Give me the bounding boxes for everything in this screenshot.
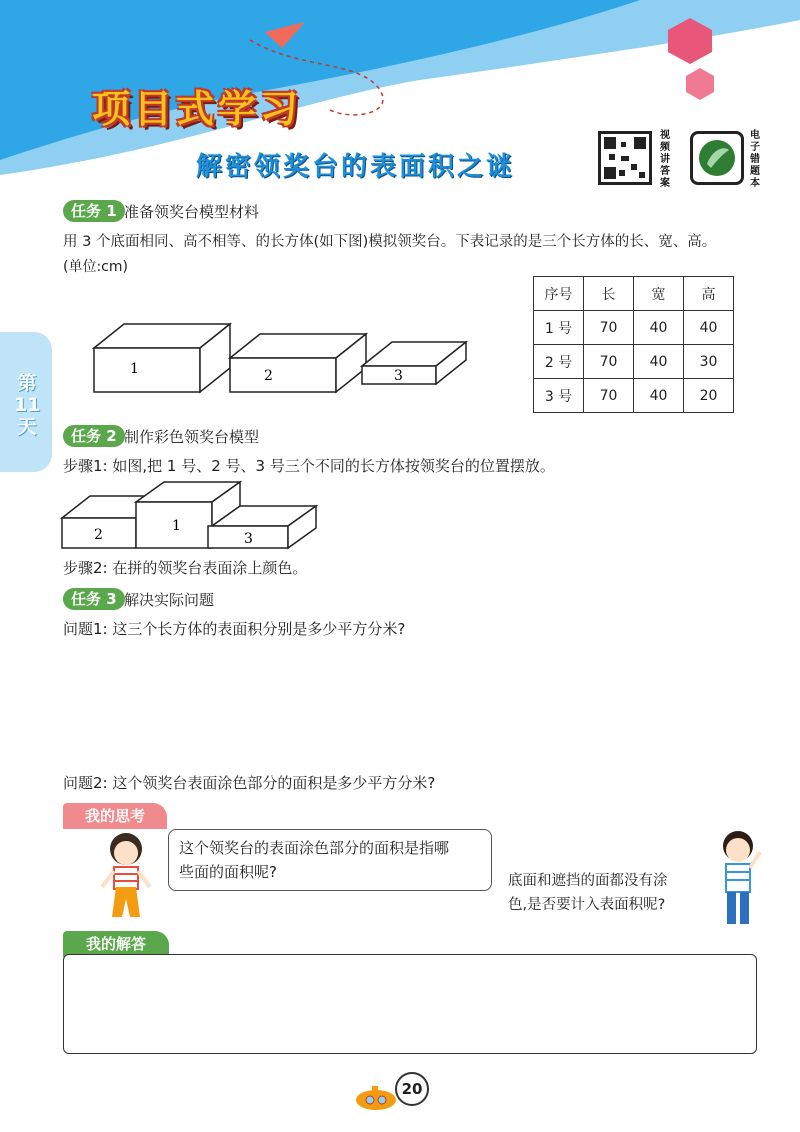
box-label-3: 3 — [394, 368, 403, 384]
leaf-qr-icon — [693, 134, 741, 182]
podium-label-3: 3 — [244, 531, 253, 547]
task3-badge: 任务 3 — [63, 588, 125, 610]
table-cell: 3 号 — [534, 379, 584, 413]
boy-speech — [508, 869, 668, 917]
girl-line-2: 些面的面积呢? — [179, 863, 277, 881]
boy-line-1: 底面和遮挡的面都没有涂 — [508, 873, 668, 889]
answer-tag: 我的解答 — [63, 931, 169, 957]
task3-title: 解决实际问题 — [124, 591, 215, 609]
table-cell: 2 号 — [534, 345, 584, 379]
table-header-row — [534, 277, 734, 311]
podium-label-2: 2 — [94, 527, 103, 543]
qr-code-video[interactable] — [598, 131, 652, 185]
table-cell: 20 — [684, 379, 734, 413]
task1-badge: 任务 1 — [63, 200, 125, 222]
table-cell: 1 号 — [534, 311, 584, 345]
boy-character-icon — [712, 826, 768, 930]
girl-line-1: 这个领奖台的表面涂色部分的面积是指哪 — [179, 839, 450, 857]
task2-step2: 步骤2: 在拼的领奖台表面涂上颜色。 — [63, 559, 308, 577]
answer-box[interactable] — [63, 954, 757, 1054]
boy-line-2: 色,是否要计入表面积呢? — [508, 897, 666, 913]
table-header: 序号 — [534, 277, 584, 311]
task1-unit: (单位:cm) — [63, 259, 128, 275]
cuboid-figures — [90, 318, 480, 398]
task2-step1: 步骤1: 如图,把 1 号、2 号、3 号三个不同的长方体按领奖台的位置摆放。 — [63, 457, 555, 475]
table-cell: 70 — [584, 311, 634, 345]
dimension-table — [533, 276, 734, 413]
podium-figure — [60, 480, 330, 552]
table-cell: 40 — [634, 379, 684, 413]
question-1: 问题1: 这三个长方体的表面积分别是多少平方分米? — [63, 620, 406, 638]
thinking-tag: 我的思考 — [63, 803, 167, 829]
page-number: 20 — [395, 1072, 429, 1106]
box-label-1: 1 — [130, 361, 139, 377]
submarine-icon — [352, 1078, 402, 1114]
table-cell: 40 — [634, 345, 684, 379]
day-side-tab — [0, 332, 52, 472]
qr-icon — [601, 134, 649, 182]
qr-code-mistakes[interactable] — [690, 131, 744, 185]
table-cell: 40 — [684, 311, 734, 345]
task2-badge: 任务 2 — [63, 425, 125, 447]
task1-title: 准备领奖台模型材料 — [124, 203, 260, 221]
table-cell: 40 — [634, 311, 684, 345]
series-title: 项目式学习 — [92, 87, 303, 131]
qr2-label: 电子错题本 — [750, 130, 760, 189]
box-label-2: 2 — [264, 368, 273, 384]
table-row — [534, 379, 734, 413]
task2-title: 制作彩色领奖台模型 — [124, 428, 260, 446]
table-cell: 70 — [584, 345, 634, 379]
table-row — [534, 311, 734, 345]
table-header: 宽 — [634, 277, 684, 311]
qr1-label: 视频讲答案 — [660, 130, 670, 189]
girl-character-icon — [96, 829, 160, 929]
table-row — [534, 345, 734, 379]
table-cell: 30 — [684, 345, 734, 379]
task1-description: 用 3 个底面相同、高不相等、的长方体(如下图)模拟领奖台。下表记录的是三个长方体的长、宽、高。 — [63, 234, 717, 250]
girl-speech-bubble — [168, 829, 492, 891]
question-2: 问题2: 这个领奖台表面涂色部分的面积是多少平方分米? — [63, 774, 436, 792]
table-header: 高 — [684, 277, 734, 311]
day-label: 第11天 — [14, 372, 41, 438]
page-title: 解密领奖台的表面积之谜 — [196, 152, 516, 182]
podium-label-1: 1 — [172, 518, 181, 534]
table-header: 长 — [584, 277, 634, 311]
table-cell: 70 — [584, 379, 634, 413]
